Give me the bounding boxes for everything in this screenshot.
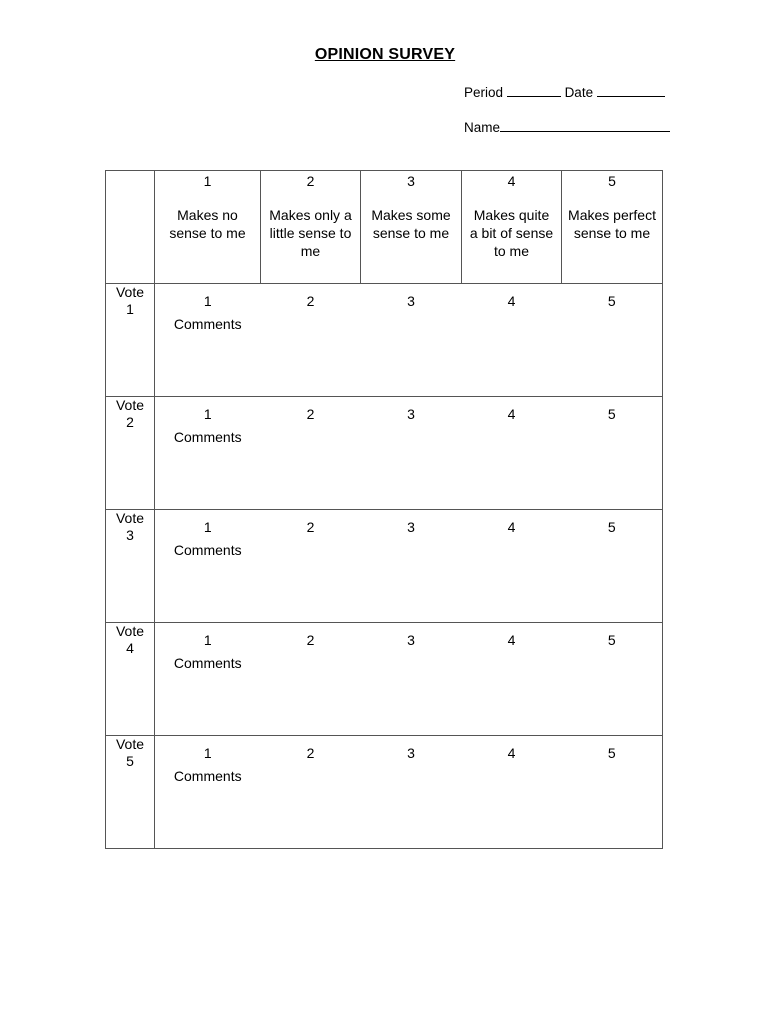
header-cell [261, 171, 361, 284]
rating-option[interactable]: 3 [407, 745, 415, 761]
vote-row [106, 284, 663, 397]
rating-option[interactable]: 2 [306, 406, 315, 422]
rating-option[interactable]: 5 [607, 293, 616, 309]
date-label: Date [564, 85, 594, 100]
rating-cell[interactable] [155, 736, 261, 849]
rating-option[interactable]: 5 [607, 519, 616, 535]
rating-option[interactable]: 2 [306, 519, 315, 535]
vote-label [106, 623, 155, 736]
comments-label: Comments [173, 768, 242, 784]
rating-cell[interactable] [261, 736, 361, 849]
rating-cell[interactable] [261, 284, 361, 397]
rating-option[interactable]: 4 [507, 632, 516, 648]
period-date-line [464, 84, 665, 100]
rating-cell[interactable] [261, 623, 361, 736]
period-field[interactable] [507, 84, 561, 97]
comments-label: Comments [173, 429, 242, 445]
rating-cell[interactable] [261, 397, 361, 510]
rating-option[interactable]: 4 [507, 745, 516, 761]
header-text: Makes perfect sense to me [568, 207, 656, 241]
header-number: 5 [608, 173, 616, 189]
name-line [464, 119, 670, 135]
page-title: OPINION SURVEY [314, 46, 456, 63]
vote-label [106, 736, 155, 849]
rating-cell[interactable] [155, 397, 261, 510]
name-label: Name [464, 120, 501, 135]
rating-option[interactable]: 2 [306, 632, 315, 648]
rating-cell[interactable] [155, 510, 261, 623]
vote-row [106, 510, 663, 623]
rating-cell[interactable] [261, 510, 361, 623]
rating-cell[interactable] [562, 623, 663, 736]
rating-option[interactable]: 5 [607, 632, 616, 648]
rating-cell[interactable] [462, 510, 562, 623]
rating-option[interactable]: 3 [407, 519, 415, 535]
header-number: 1 [203, 173, 212, 189]
rating-cell[interactable] [462, 736, 562, 849]
header-text: Makes no sense to me [169, 207, 246, 241]
header-text: Makes quite a bit of sense to me [469, 207, 554, 259]
rating-cell[interactable] [462, 623, 562, 736]
corner-cell [106, 171, 155, 284]
vote-number: 3 [126, 527, 134, 543]
vote-word: Vote [115, 284, 145, 300]
rating-cell[interactable] [562, 736, 663, 849]
comments-label: Comments [173, 655, 242, 671]
header-number: 4 [507, 173, 516, 189]
vote-label [106, 284, 155, 397]
header-number: 2 [306, 173, 315, 189]
rating-option[interactable]: 1 [203, 632, 212, 648]
rating-option[interactable]: 3 [407, 406, 415, 422]
survey-table [105, 170, 663, 849]
rating-option[interactable]: 1 [203, 293, 212, 309]
rating-option[interactable]: 2 [306, 745, 315, 761]
rating-option[interactable]: 2 [306, 293, 315, 309]
vote-label [106, 397, 155, 510]
rating-cell[interactable] [155, 284, 261, 397]
rating-option[interactable]: 1 [203, 519, 212, 535]
header-cell [562, 171, 663, 284]
rating-cell[interactable] [562, 510, 663, 623]
rating-cell[interactable] [155, 623, 261, 736]
vote-label [106, 510, 155, 623]
rating-cell[interactable] [562, 284, 663, 397]
rating-option[interactable]: 4 [507, 519, 516, 535]
rating-cell[interactable] [462, 284, 562, 397]
vote-number: 2 [126, 414, 134, 430]
vote-number: 1 [126, 301, 134, 317]
header-cell [462, 171, 562, 284]
header-cell [155, 171, 261, 284]
comments-label: Comments [173, 542, 242, 558]
rating-cell[interactable] [562, 397, 663, 510]
rating-cell[interactable] [462, 397, 562, 510]
rating-option[interactable]: 3 [407, 293, 415, 309]
vote-word: Vote [115, 397, 145, 413]
rating-cell[interactable] [361, 397, 462, 510]
comments-label: Comments [173, 316, 242, 332]
rating-cell[interactable] [361, 736, 462, 849]
rating-cell[interactable] [361, 623, 462, 736]
period-label: Period [464, 85, 504, 100]
vote-row [106, 736, 663, 849]
rating-option[interactable]: 3 [407, 632, 415, 648]
header-number: 3 [407, 173, 415, 189]
rating-option[interactable]: 1 [203, 406, 212, 422]
rating-option[interactable]: 5 [607, 406, 616, 422]
vote-row [106, 623, 663, 736]
header-cell [361, 171, 462, 284]
vote-number: 4 [126, 640, 134, 656]
vote-word: Vote [115, 736, 145, 752]
rating-cell[interactable] [361, 284, 462, 397]
rating-option[interactable]: 5 [607, 745, 616, 761]
rating-option[interactable]: 4 [507, 293, 516, 309]
rating-option[interactable]: 4 [507, 406, 516, 422]
date-field[interactable] [597, 84, 665, 97]
header-row [106, 171, 663, 284]
rating-cell[interactable] [361, 510, 462, 623]
name-field[interactable] [500, 119, 670, 132]
vote-word: Vote [115, 510, 145, 526]
vote-number: 5 [126, 753, 134, 769]
vote-word: Vote [115, 623, 145, 639]
header-text: Makes some sense to me [371, 207, 451, 241]
vote-row [106, 397, 663, 510]
rating-option[interactable]: 1 [203, 745, 212, 761]
header-text: Makes only a little sense to me [269, 207, 352, 259]
